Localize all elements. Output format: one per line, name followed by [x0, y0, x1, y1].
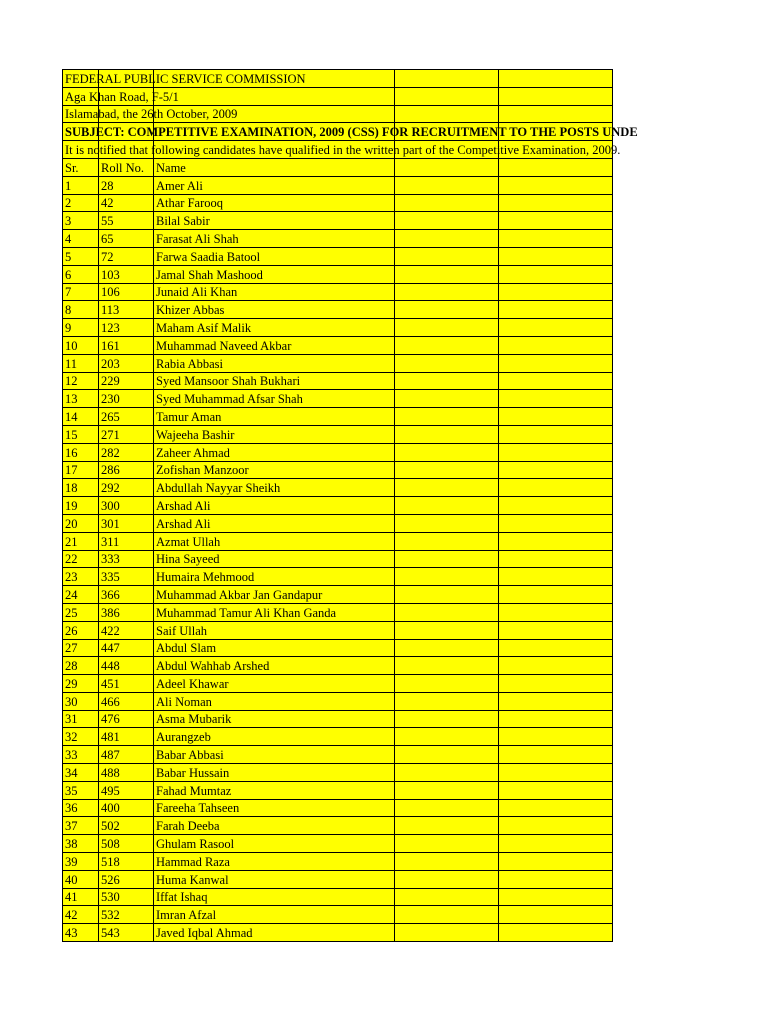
- candidate-name-cell[interactable]: Muhammad Tamur Ali Khan Ganda: [154, 603, 395, 621]
- sr-cell[interactable]: 22: [63, 550, 99, 568]
- header-row-date: [63, 105, 613, 123]
- roll-number-cell[interactable]: 495: [99, 781, 154, 799]
- empty-cell[interactable]: [499, 319, 613, 337]
- sr-cell[interactable]: 24: [63, 586, 99, 604]
- roll-number-cell[interactable]: 282: [99, 443, 154, 461]
- empty-cell[interactable]: [499, 870, 613, 888]
- candidate-name-cell[interactable]: Aurangzeb: [154, 728, 395, 746]
- table-row: [63, 603, 613, 621]
- cell-address[interactable]: [63, 87, 179, 105]
- roll-number-cell[interactable]: 28: [99, 176, 154, 194]
- roll-number-cell[interactable]: 72: [99, 247, 154, 265]
- empty-cell[interactable]: [499, 265, 613, 283]
- cell[interactable]: [154, 87, 395, 105]
- roll-number-cell[interactable]: 161: [99, 336, 154, 354]
- empty-cell[interactable]: [499, 764, 613, 782]
- empty-cell[interactable]: [499, 479, 613, 497]
- table-row: [63, 425, 613, 443]
- sr-cell[interactable]: 8: [63, 301, 99, 319]
- sr-cell[interactable]: 17: [63, 461, 99, 479]
- candidate-name-cell[interactable]: Adeel Khawar: [154, 675, 395, 693]
- table-row: [63, 817, 613, 835]
- empty-cell[interactable]: [499, 799, 613, 817]
- table-row: [63, 319, 613, 337]
- date-text: Islamabad, the 26th October, 2009: [65, 107, 238, 122]
- sr-cell[interactable]: 43: [63, 924, 99, 942]
- candidate-name-cell[interactable]: Farasat Ali Shah: [154, 230, 395, 248]
- table-row: [63, 621, 613, 639]
- roll-number-cell[interactable]: 502: [99, 817, 154, 835]
- candidate-name-cell[interactable]: Fahad Mumtaz: [154, 781, 395, 799]
- table-row: [63, 835, 613, 853]
- sr-cell[interactable]: 6: [63, 265, 99, 283]
- sr-cell[interactable]: 20: [63, 514, 99, 532]
- candidate-name-cell[interactable]: Junaid Ali Khan: [154, 283, 395, 301]
- roll-number-cell[interactable]: 65: [99, 230, 154, 248]
- empty-cell[interactable]: [395, 283, 499, 301]
- empty-cell[interactable]: [499, 639, 613, 657]
- empty-cell[interactable]: [395, 230, 499, 248]
- empty-cell[interactable]: [499, 176, 613, 194]
- sr-cell[interactable]: 31: [63, 710, 99, 728]
- table-row: [63, 514, 613, 532]
- sr-cell[interactable]: 19: [63, 497, 99, 515]
- table-row: [63, 657, 613, 675]
- candidate-name-cell[interactable]: Hammad Raza: [154, 853, 395, 871]
- table-row: [63, 390, 613, 408]
- empty-cell[interactable]: [395, 728, 499, 746]
- empty-cell[interactable]: [499, 675, 613, 693]
- table-row: [63, 692, 613, 710]
- empty-cell[interactable]: [395, 550, 499, 568]
- roll-number-cell[interactable]: 466: [99, 692, 154, 710]
- table-row: [63, 568, 613, 586]
- table-row: [63, 586, 613, 604]
- empty-cell[interactable]: [395, 301, 499, 319]
- candidate-name-cell[interactable]: Javed Iqbal Ahmad: [154, 924, 395, 942]
- empty-cell[interactable]: [499, 710, 613, 728]
- roll-number-cell[interactable]: 311: [99, 532, 154, 550]
- roll-number-cell[interactable]: 488: [99, 764, 154, 782]
- sr-cell[interactable]: 27: [63, 639, 99, 657]
- candidate-name-cell[interactable]: Ali Noman: [154, 692, 395, 710]
- organization-text: FEDERAL PUBLIC SERVICE COMMISSION: [65, 71, 306, 86]
- candidate-name-cell[interactable]: Muhammad Naveed Akbar: [154, 336, 395, 354]
- empty-cell[interactable]: [395, 408, 499, 426]
- roll-number-cell[interactable]: 229: [99, 372, 154, 390]
- empty-cell[interactable]: [395, 710, 499, 728]
- empty-cell[interactable]: [499, 408, 613, 426]
- table-row: [63, 194, 613, 212]
- candidate-name-cell[interactable]: Zaheer Ahmad: [154, 443, 395, 461]
- table-row: [63, 870, 613, 888]
- candidate-name-cell[interactable]: Fareeha Tahseen: [154, 799, 395, 817]
- candidate-name-cell[interactable]: Jamal Shah Mashood: [154, 265, 395, 283]
- roll-number-cell[interactable]: 106: [99, 283, 154, 301]
- roll-number-cell[interactable]: 230: [99, 390, 154, 408]
- empty-cell[interactable]: [499, 336, 613, 354]
- empty-cell[interactable]: [395, 835, 499, 853]
- empty-cell[interactable]: [499, 621, 613, 639]
- candidate-name-cell[interactable]: Huma Kanwal: [154, 870, 395, 888]
- empty-cell[interactable]: [395, 372, 499, 390]
- sr-cell[interactable]: 16: [63, 443, 99, 461]
- empty-cell[interactable]: [499, 514, 613, 532]
- candidate-name-cell[interactable]: Farah Deeba: [154, 817, 395, 835]
- roll-number-cell[interactable]: 451: [99, 675, 154, 693]
- table-row: [63, 265, 613, 283]
- roll-number-cell[interactable]: 422: [99, 621, 154, 639]
- cell[interactable]: [395, 158, 499, 176]
- empty-cell[interactable]: [395, 176, 499, 194]
- table-row: [63, 746, 613, 764]
- candidate-name-cell[interactable]: Abdullah Nayyar Sheikh: [154, 479, 395, 497]
- candidate-name-cell[interactable]: Abdul Wahhab Arshed: [154, 657, 395, 675]
- empty-cell[interactable]: [395, 657, 499, 675]
- empty-cell[interactable]: [395, 853, 499, 871]
- table-row: [63, 283, 613, 301]
- empty-cell[interactable]: [499, 603, 613, 621]
- roll-number-cell[interactable]: 113: [99, 301, 154, 319]
- sr-cell[interactable]: 15: [63, 425, 99, 443]
- table-row: [63, 301, 613, 319]
- empty-cell[interactable]: [395, 603, 499, 621]
- empty-cell[interactable]: [499, 372, 613, 390]
- empty-cell[interactable]: [395, 621, 499, 639]
- roll-number-cell[interactable]: 203: [99, 354, 154, 372]
- candidate-name-cell[interactable]: Wajeeha Bashir: [154, 425, 395, 443]
- candidate-name-cell[interactable]: Khizer Abbas: [154, 301, 395, 319]
- empty-cell[interactable]: [395, 799, 499, 817]
- cell[interactable]: [499, 87, 613, 105]
- candidate-name-cell[interactable]: Saif Ullah: [154, 621, 395, 639]
- empty-cell[interactable]: [395, 479, 499, 497]
- sr-cell[interactable]: 18: [63, 479, 99, 497]
- empty-cell[interactable]: [499, 817, 613, 835]
- roll-number-cell[interactable]: 103: [99, 265, 154, 283]
- sr-cell[interactable]: 5: [63, 247, 99, 265]
- sr-cell[interactable]: 29: [63, 675, 99, 693]
- cell[interactable]: [499, 105, 613, 123]
- sr-cell[interactable]: 35: [63, 781, 99, 799]
- table-row: [63, 781, 613, 799]
- empty-cell[interactable]: [395, 319, 499, 337]
- roll-number-cell[interactable]: 265: [99, 408, 154, 426]
- header-row-address: [63, 87, 613, 105]
- header-row-organization: [63, 70, 613, 88]
- address-text: Aga Khan Road, F-5/1: [65, 89, 179, 104]
- roll-number-cell[interactable]: 335: [99, 568, 154, 586]
- roll-number-cell[interactable]: 271: [99, 425, 154, 443]
- table-row: [63, 372, 613, 390]
- empty-cell[interactable]: [395, 354, 499, 372]
- table-row: [63, 532, 613, 550]
- empty-cell[interactable]: [395, 194, 499, 212]
- empty-cell[interactable]: [499, 888, 613, 906]
- sr-cell[interactable]: 14: [63, 408, 99, 426]
- table-row: [63, 176, 613, 194]
- empty-cell[interactable]: [395, 764, 499, 782]
- empty-cell[interactable]: [499, 657, 613, 675]
- table-row: [63, 888, 613, 906]
- column-header-roll[interactable]: Roll No.: [99, 158, 154, 176]
- empty-cell[interactable]: [499, 924, 613, 942]
- sr-cell[interactable]: 11: [63, 354, 99, 372]
- empty-cell[interactable]: [499, 853, 613, 871]
- table-row: [63, 799, 613, 817]
- table-row: [63, 497, 613, 515]
- cell[interactable]: [499, 158, 613, 176]
- sr-cell[interactable]: 36: [63, 799, 99, 817]
- roll-number-cell[interactable]: 386: [99, 603, 154, 621]
- candidate-name-cell[interactable]: Babar Abbasi: [154, 746, 395, 764]
- roll-number-cell[interactable]: 400: [99, 799, 154, 817]
- empty-cell[interactable]: [499, 354, 613, 372]
- cell-organization[interactable]: [63, 70, 306, 88]
- sr-cell[interactable]: 12: [63, 372, 99, 390]
- table-row: [63, 443, 613, 461]
- sr-cell[interactable]: 42: [63, 906, 99, 924]
- candidate-name-cell[interactable]: Asma Mubarik: [154, 710, 395, 728]
- candidate-name-cell[interactable]: Muhammad Akbar Jan Gandapur: [154, 586, 395, 604]
- cell-notice[interactable]: [63, 141, 621, 159]
- column-header-sr[interactable]: Sr.: [63, 158, 99, 176]
- roll-number-cell[interactable]: 333: [99, 550, 154, 568]
- empty-cell[interactable]: [395, 247, 499, 265]
- empty-cell[interactable]: [395, 336, 499, 354]
- sr-cell[interactable]: 1: [63, 176, 99, 194]
- empty-cell[interactable]: [499, 550, 613, 568]
- roll-number-cell[interactable]: 476: [99, 710, 154, 728]
- roll-number-cell[interactable]: 366: [99, 586, 154, 604]
- empty-cell[interactable]: [499, 692, 613, 710]
- roll-number-cell[interactable]: 487: [99, 746, 154, 764]
- sr-cell[interactable]: 32: [63, 728, 99, 746]
- sr-cell[interactable]: 38: [63, 835, 99, 853]
- cell[interactable]: [395, 70, 499, 88]
- candidate-name-cell[interactable]: Tamur Aman: [154, 408, 395, 426]
- empty-cell[interactable]: [395, 781, 499, 799]
- cell[interactable]: [499, 70, 613, 88]
- sr-cell[interactable]: 2: [63, 194, 99, 212]
- empty-cell[interactable]: [395, 514, 499, 532]
- candidate-name-cell[interactable]: Azmat Ullah: [154, 532, 395, 550]
- empty-cell[interactable]: [395, 888, 499, 906]
- cell[interactable]: [395, 87, 499, 105]
- roll-number-cell[interactable]: 447: [99, 639, 154, 657]
- candidate-name-cell[interactable]: Amer Ali: [154, 176, 395, 194]
- empty-cell[interactable]: [499, 283, 613, 301]
- sr-cell[interactable]: 37: [63, 817, 99, 835]
- roll-number-cell[interactable]: 532: [99, 906, 154, 924]
- sr-cell[interactable]: 3: [63, 212, 99, 230]
- candidate-name-cell[interactable]: Bilal Sabir: [154, 212, 395, 230]
- cell-date[interactable]: [63, 105, 238, 123]
- empty-cell[interactable]: [395, 639, 499, 657]
- table-row: [63, 853, 613, 871]
- sr-cell[interactable]: 39: [63, 853, 99, 871]
- candidate-name-cell[interactable]: Syed Muhammad Afsar Shah: [154, 390, 395, 408]
- sr-cell[interactable]: 30: [63, 692, 99, 710]
- table-row: [63, 461, 613, 479]
- empty-cell[interactable]: [499, 568, 613, 586]
- candidate-name-cell[interactable]: Syed Mansoor Shah Bukhari: [154, 372, 395, 390]
- empty-cell[interactable]: [499, 212, 613, 230]
- roll-number-cell[interactable]: 526: [99, 870, 154, 888]
- roll-number-cell[interactable]: 530: [99, 888, 154, 906]
- empty-cell[interactable]: [395, 497, 499, 515]
- empty-cell[interactable]: [395, 906, 499, 924]
- table-row: [63, 354, 613, 372]
- sr-cell[interactable]: 4: [63, 230, 99, 248]
- sr-cell[interactable]: 25: [63, 603, 99, 621]
- candidate-name-cell[interactable]: Rabia Abbasi: [154, 354, 395, 372]
- table-row: [63, 336, 613, 354]
- candidate-name-cell[interactable]: Babar Hussain: [154, 764, 395, 782]
- empty-cell[interactable]: [395, 390, 499, 408]
- candidate-name-cell[interactable]: Humaira Mehmood: [154, 568, 395, 586]
- empty-cell[interactable]: [499, 425, 613, 443]
- sr-cell[interactable]: 7: [63, 283, 99, 301]
- table-row: [63, 906, 613, 924]
- empty-cell[interactable]: [395, 870, 499, 888]
- candidate-name-cell[interactable]: Iffat Ishaq: [154, 888, 395, 906]
- empty-cell[interactable]: [395, 425, 499, 443]
- roll-number-cell[interactable]: 55: [99, 212, 154, 230]
- sr-cell[interactable]: 9: [63, 319, 99, 337]
- candidate-name-cell[interactable]: Abdul Slam: [154, 639, 395, 657]
- empty-cell[interactable]: [499, 230, 613, 248]
- table-row: [63, 230, 613, 248]
- roll-number-cell[interactable]: 301: [99, 514, 154, 532]
- sr-cell[interactable]: 41: [63, 888, 99, 906]
- empty-cell[interactable]: [395, 461, 499, 479]
- sr-cell[interactable]: 13: [63, 390, 99, 408]
- roll-number-cell[interactable]: 508: [99, 835, 154, 853]
- roll-number-cell[interactable]: 286: [99, 461, 154, 479]
- spreadsheet-body: [63, 70, 638, 942]
- roll-number-cell[interactable]: 123: [99, 319, 154, 337]
- sr-cell[interactable]: 23: [63, 568, 99, 586]
- roll-number-cell[interactable]: 518: [99, 853, 154, 871]
- table-row: [63, 924, 613, 942]
- candidate-name-cell[interactable]: Maham Asif Malik: [154, 319, 395, 337]
- empty-cell[interactable]: [499, 728, 613, 746]
- sr-cell[interactable]: 21: [63, 532, 99, 550]
- empty-cell[interactable]: [499, 746, 613, 764]
- candidate-name-cell[interactable]: Ghulam Rasool: [154, 835, 395, 853]
- empty-cell[interactable]: [395, 265, 499, 283]
- table-row: [63, 550, 613, 568]
- table-row: [63, 639, 613, 657]
- table-row: [63, 408, 613, 426]
- empty-cell[interactable]: [395, 568, 499, 586]
- table-row: [63, 764, 613, 782]
- roll-number-cell[interactable]: 42: [99, 194, 154, 212]
- sr-cell[interactable]: 10: [63, 336, 99, 354]
- table-row: [63, 710, 613, 728]
- empty-cell[interactable]: [499, 461, 613, 479]
- empty-cell[interactable]: [499, 390, 613, 408]
- empty-cell[interactable]: [395, 692, 499, 710]
- candidate-name-cell[interactable]: Arshad Ali: [154, 514, 395, 532]
- header-row-notice: [63, 141, 613, 159]
- candidate-name-cell[interactable]: Imran Afzal: [154, 906, 395, 924]
- candidate-name-cell[interactable]: Hina Sayeed: [154, 550, 395, 568]
- candidate-name-cell[interactable]: Zofishan Manzoor: [154, 461, 395, 479]
- sr-cell[interactable]: 26: [63, 621, 99, 639]
- subject-text: SUBJECT: COMPETITIVE EXAMINATION, 2009 (CSS) FOR RECRUITMENT TO THE POSTS UNDE: [65, 125, 638, 140]
- header-row-subject: [63, 123, 613, 141]
- empty-cell[interactable]: [395, 586, 499, 604]
- candidate-name-cell[interactable]: Athar Farooq: [154, 194, 395, 212]
- sr-cell[interactable]: 40: [63, 870, 99, 888]
- empty-cell[interactable]: [499, 443, 613, 461]
- sr-cell[interactable]: 28: [63, 657, 99, 675]
- empty-cell[interactable]: [499, 835, 613, 853]
- empty-cell[interactable]: [499, 497, 613, 515]
- spreadsheet-table: [62, 69, 638, 942]
- candidate-name-cell[interactable]: Arshad Ali: [154, 497, 395, 515]
- roll-number-cell[interactable]: 292: [99, 479, 154, 497]
- notice-text: It is notified that following candidates have qualified in the written part of the Competitive Examination, 2009.: [65, 142, 621, 157]
- candidate-name-cell[interactable]: Farwa Saadia Batool: [154, 247, 395, 265]
- roll-number-cell[interactable]: 300: [99, 497, 154, 515]
- sr-cell[interactable]: 34: [63, 764, 99, 782]
- empty-cell[interactable]: [395, 817, 499, 835]
- cell-subject[interactable]: [63, 123, 638, 141]
- sr-cell[interactable]: 33: [63, 746, 99, 764]
- roll-number-cell[interactable]: 543: [99, 924, 154, 942]
- empty-cell[interactable]: [499, 194, 613, 212]
- table-row: [63, 479, 613, 497]
- empty-cell[interactable]: [395, 443, 499, 461]
- cell[interactable]: [395, 105, 499, 123]
- roll-number-cell[interactable]: 448: [99, 657, 154, 675]
- column-header-row: [63, 158, 613, 176]
- table-row: [63, 212, 613, 230]
- empty-cell[interactable]: [395, 746, 499, 764]
- table-row: [63, 728, 613, 746]
- empty-cell[interactable]: [499, 586, 613, 604]
- empty-cell[interactable]: [499, 532, 613, 550]
- empty-cell[interactable]: [499, 781, 613, 799]
- table-row: [63, 675, 613, 693]
- column-header-name[interactable]: Name: [154, 158, 395, 176]
- empty-cell[interactable]: [395, 675, 499, 693]
- table-row: [63, 247, 613, 265]
- empty-cell[interactable]: [499, 301, 613, 319]
- empty-cell[interactable]: [499, 247, 613, 265]
- empty-cell[interactable]: [395, 532, 499, 550]
- empty-cell[interactable]: [499, 906, 613, 924]
- empty-cell[interactable]: [395, 924, 499, 942]
- roll-number-cell[interactable]: 481: [99, 728, 154, 746]
- empty-cell[interactable]: [395, 212, 499, 230]
